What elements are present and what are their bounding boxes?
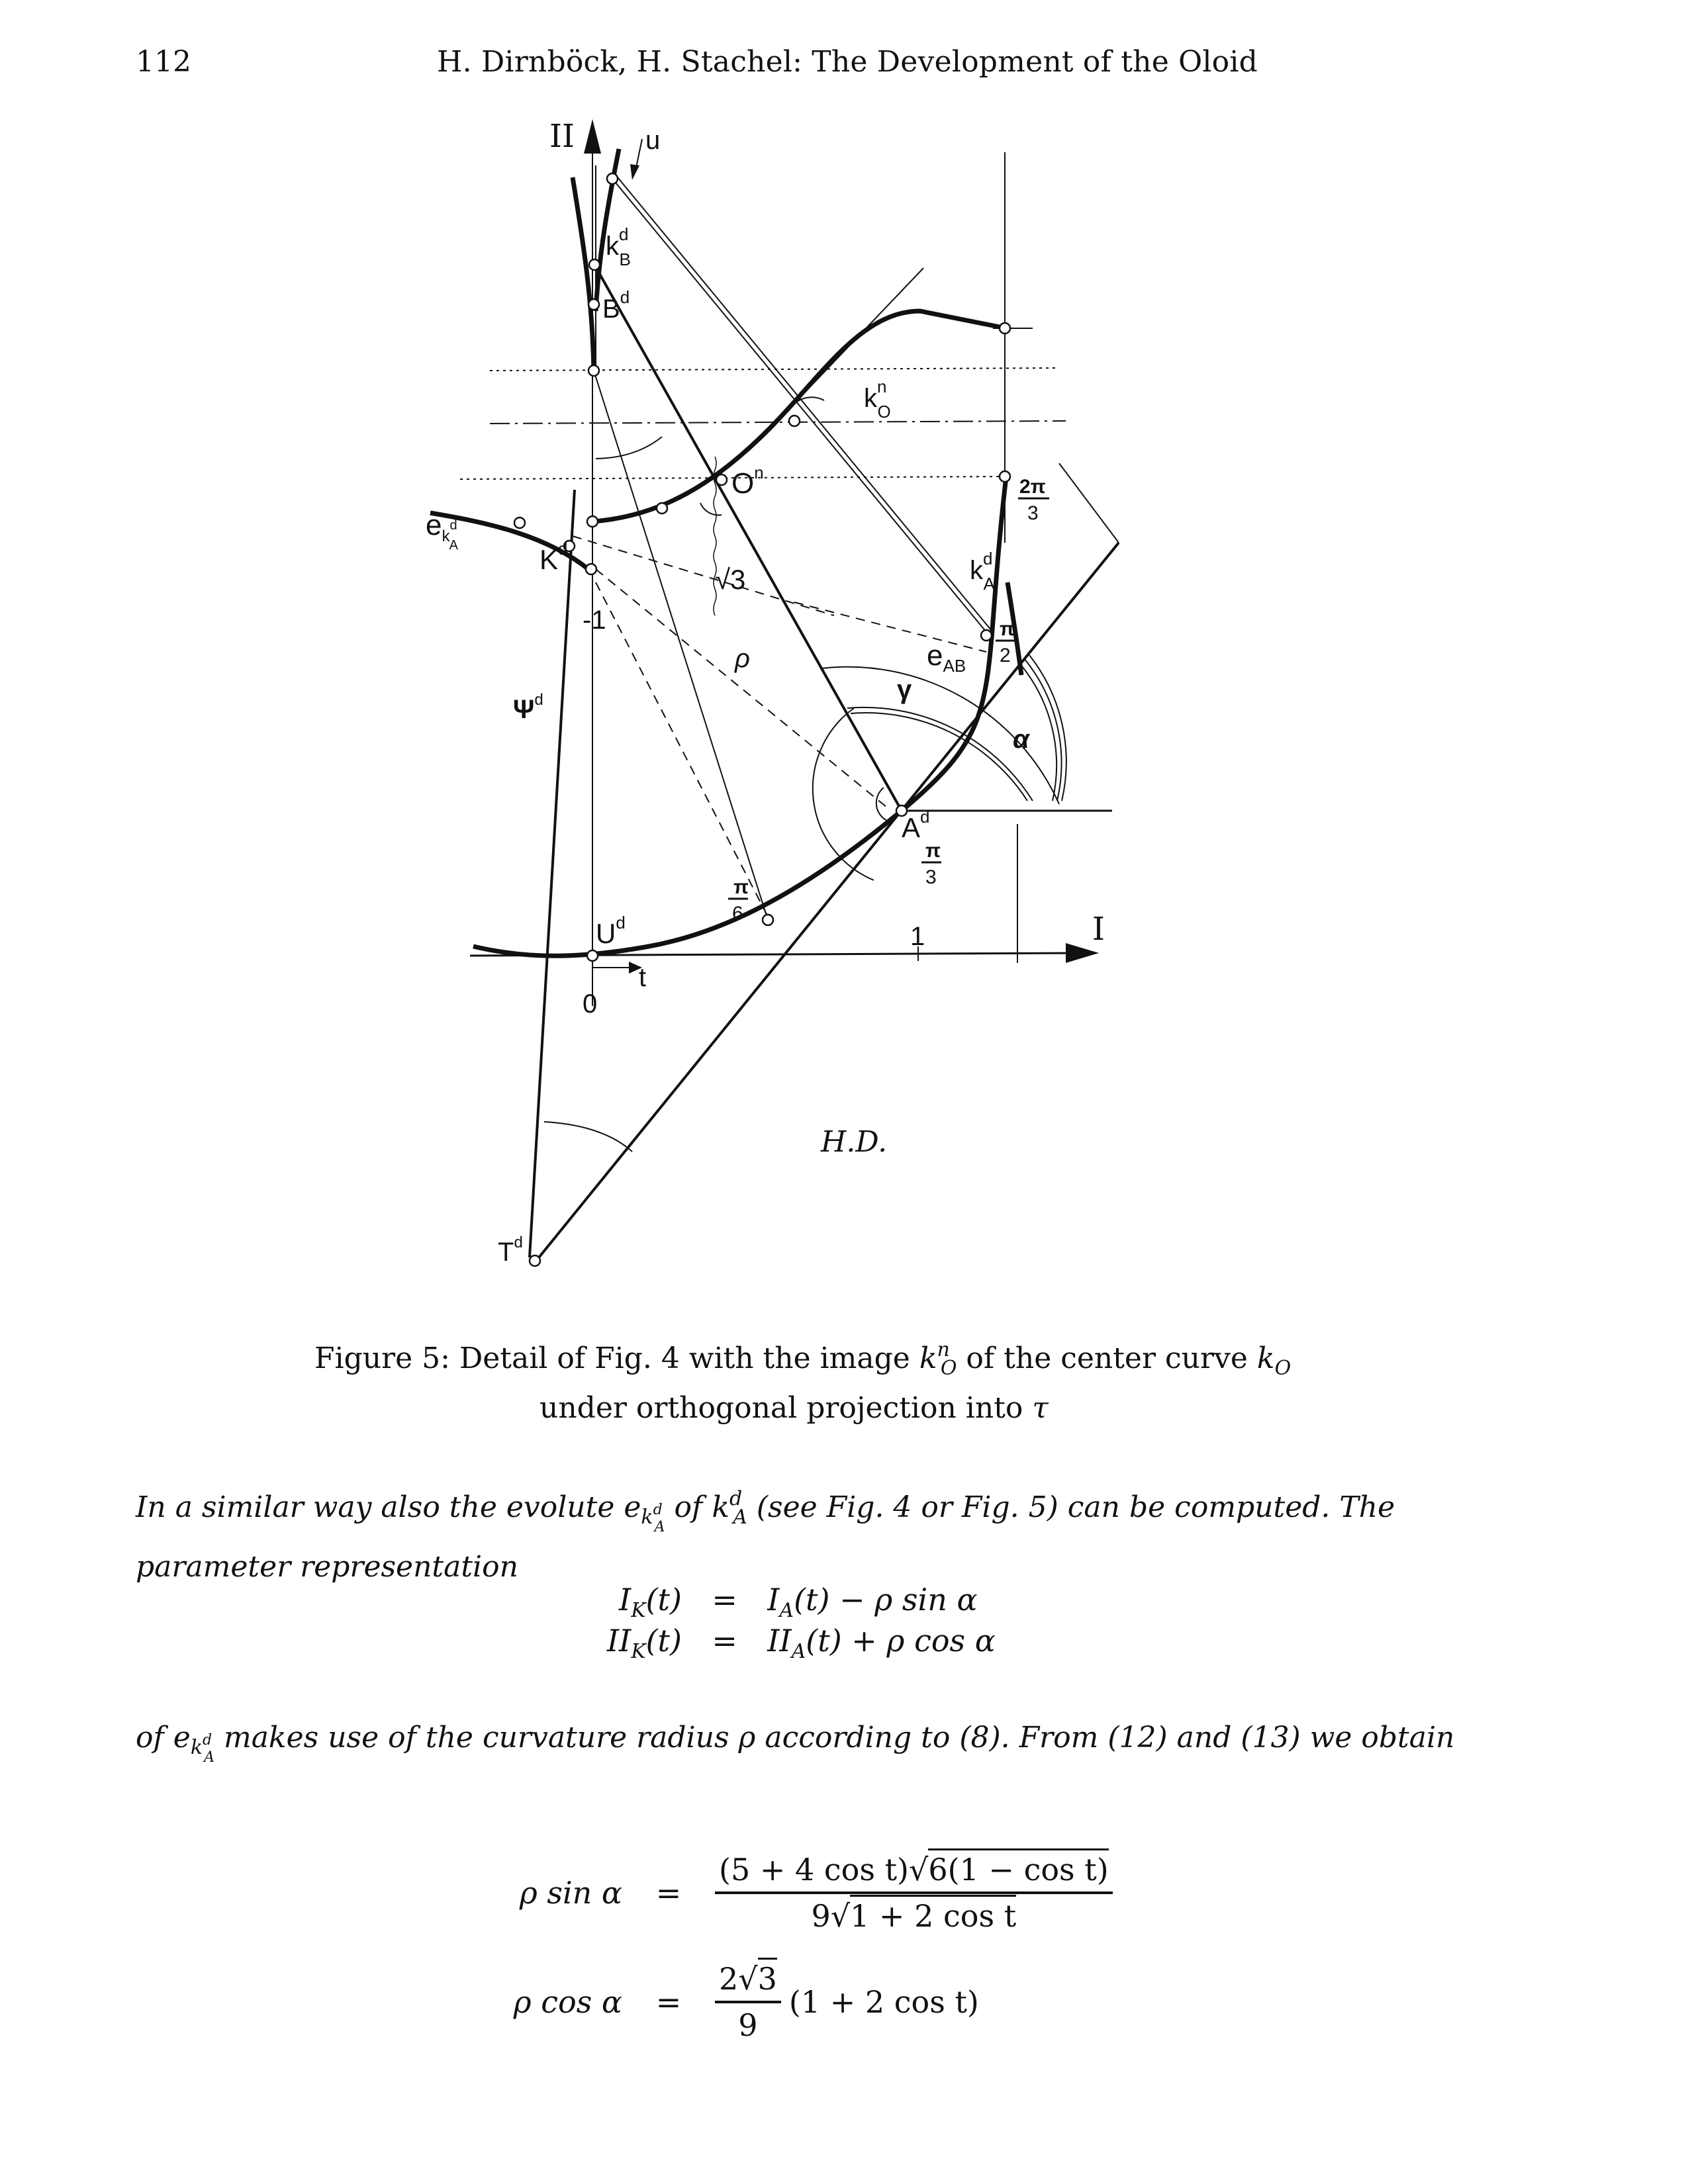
signature: H.D. <box>821 1125 888 1159</box>
unit-one-label: 1 <box>910 922 925 951</box>
equation-block-2 <box>510 1833 1113 2052</box>
t-label: t <box>639 963 647 992</box>
point-Td-marker <box>530 1255 540 1266</box>
axis-II-arrow-icon <box>584 119 601 154</box>
svg-text:π: π <box>1000 618 1015 640</box>
point-marker <box>607 173 618 184</box>
svg-text:3: 3 <box>925 866 937 888</box>
line-Psi <box>530 490 575 1257</box>
paragraph-curvature: of $e_{k^d_A}$ makes use of the curvature radius ρ according to (8). From (12) and (13) we obtain <box>136 1721 1455 1766</box>
param-2pi3 <box>1018 476 1049 524</box>
label-kBd: $k^d$ B <box>606 224 631 269</box>
running-title: H. Dirnböck, H. Stachel: The Development of the Oloid <box>437 45 1258 79</box>
label-Ad: $A^d$ <box>902 807 930 843</box>
point-Ud-marker <box>587 950 598 961</box>
label-Td: $T^d$ <box>498 1234 523 1267</box>
minus-one-label: -1 <box>583 606 606 635</box>
curve-kBd <box>573 177 594 371</box>
label-kAd: $k^d$ A <box>970 549 995 594</box>
svg-text:3: 3 <box>1027 502 1039 524</box>
svg-text:2π: 2π <box>1019 476 1046 498</box>
origin-label: 0 <box>583 989 598 1019</box>
paragraph-evolute: In a similar way also the evolute $e_{k^d_A}$ of $k^d_A$ (see Fig. 4 or Fig. 5) can be computed. The parameter representation <box>136 1487 1395 1584</box>
label-Ud: $U^d$ <box>596 913 626 949</box>
label-ekA: $e_k^d$ A <box>426 509 458 553</box>
curve-kOn <box>592 311 1006 522</box>
label-On: $O^n$ <box>731 463 764 500</box>
equation-IK: $I_K(t) = I_A(t) - \rho$ sin α <box>619 1582 978 1622</box>
label-kOn: $k^n$ O <box>864 377 891 422</box>
equation-IIK: $II_K(t) = II_A(t) + \rho$ cos α <box>606 1623 996 1663</box>
point-Bd-marker <box>589 259 600 270</box>
svg-text:π: π <box>925 840 941 862</box>
equation-rho-cos: ρ cos α = $\frac{2√3}{9}$ (1 + 2 cos t) <box>510 1952 1113 2052</box>
svg-text:2: 2 <box>1000 645 1011 666</box>
svg-text:6: 6 <box>732 903 743 925</box>
u-arrow-icon <box>630 164 639 180</box>
page-number: 112 <box>136 45 191 79</box>
axis-I-label: I <box>1092 911 1105 948</box>
label-gamma: γ <box>897 675 912 704</box>
param-pi3 <box>921 840 941 888</box>
svg-text:π: π <box>733 876 749 898</box>
label-sqrt3: √3 <box>715 564 746 595</box>
label-eAB: $e_{AB}$ <box>927 639 966 676</box>
point-On-marker <box>716 475 727 485</box>
label-Kd: $K^d$ <box>539 539 568 575</box>
label-alpha: α <box>1013 725 1029 754</box>
label-rho: ρ <box>735 644 750 673</box>
param-pi6 <box>728 876 749 925</box>
equation-block-1 <box>583 1582 996 1663</box>
label-Psi: $\Psi^d$ <box>513 691 543 724</box>
label-Bd: $B^d$ <box>602 287 630 324</box>
figure-caption: Figure 5: Detail of Fig. 4 with the image $k^n_O$ of the center curve $k_O$ under orthogonal projection into τ <box>314 1338 1291 1425</box>
u-label: u <box>645 126 661 155</box>
equation-rho-sin: ρ sin α = $\frac{\text{(5 + 4 cos t)√6(1 − cos t)}}{\text{9√1 + 2 cos t}}$ <box>510 1833 1113 1952</box>
param-pi2 <box>996 618 1015 666</box>
axis-II-label: II <box>549 118 575 155</box>
